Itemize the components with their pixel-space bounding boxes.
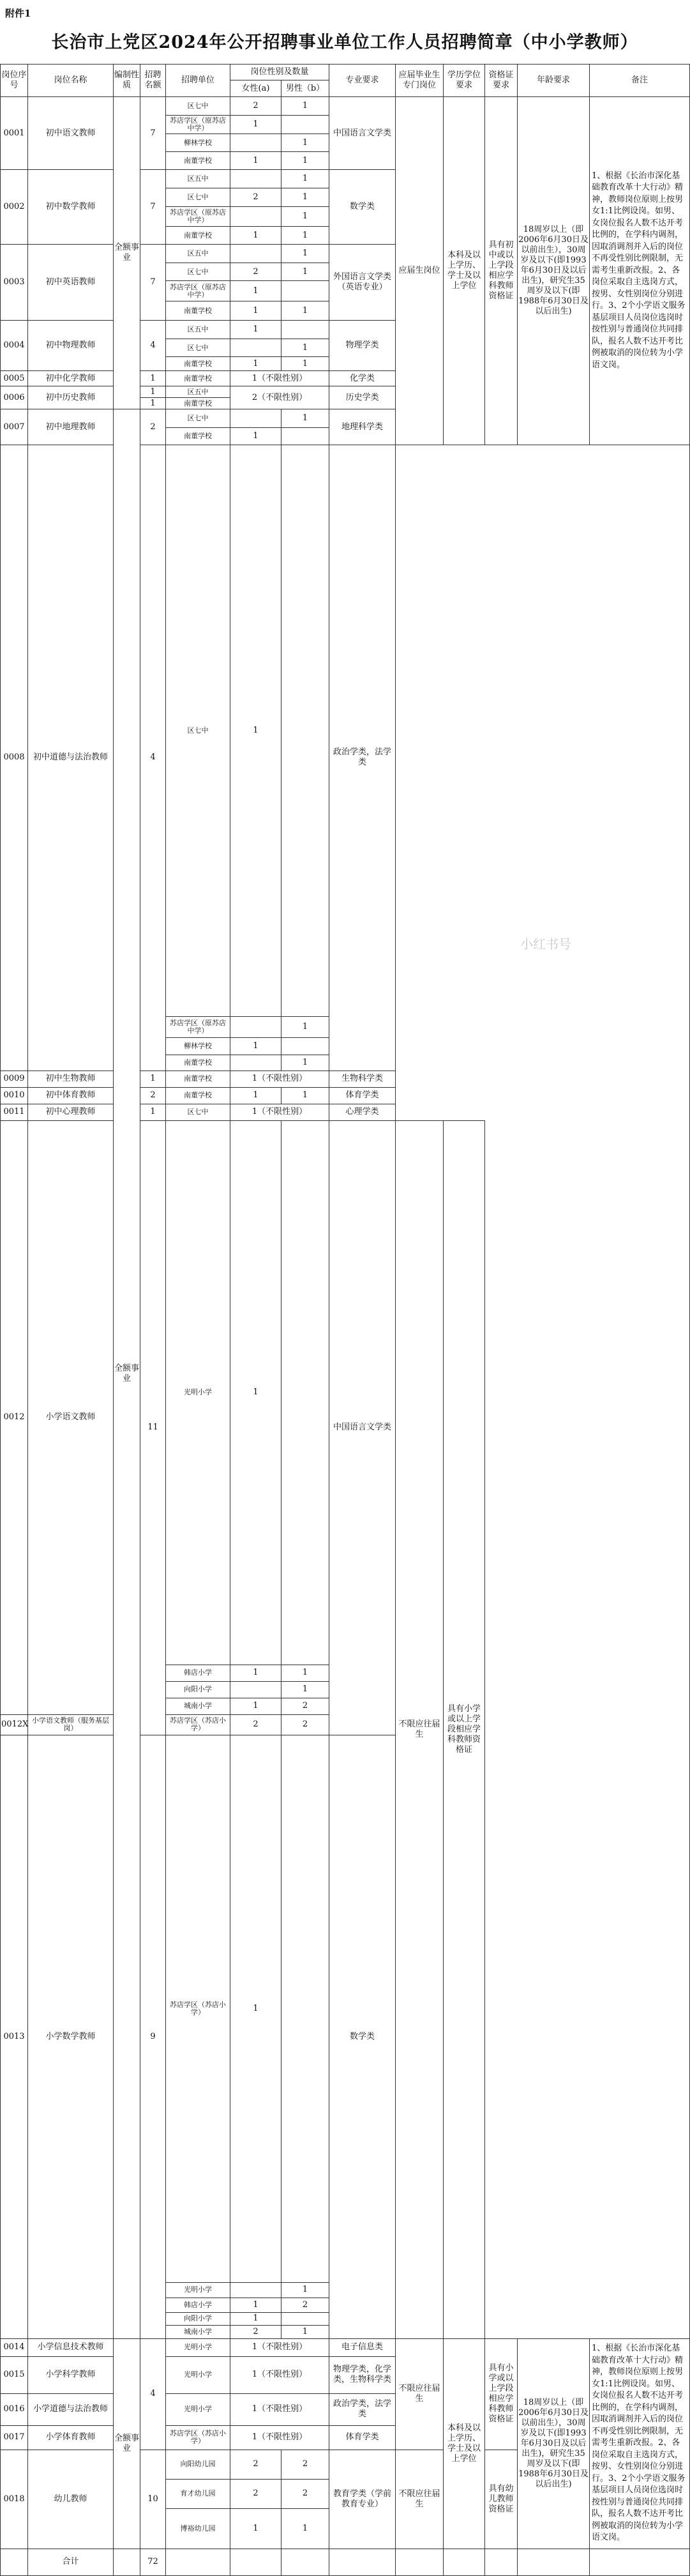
unit-cell: 区七中 xyxy=(166,445,230,1017)
post-no: 0010 xyxy=(1,1087,28,1104)
any-gender-count: 1（不限性别） xyxy=(230,2425,329,2450)
major-cell: 心理学类 xyxy=(329,1104,396,1120)
female-count: 1 xyxy=(230,152,281,170)
unit-cell: 博裕幼儿园 xyxy=(166,2508,230,2549)
post-no: 0014 xyxy=(1,2338,28,2356)
unit-cell: 向阳小学 xyxy=(166,1681,230,1698)
post-name: 初中地理教师 xyxy=(28,409,114,445)
female-count: 1 xyxy=(230,2508,281,2549)
male-count: 1 xyxy=(281,263,329,281)
female-count: 2 xyxy=(230,2450,281,2479)
post-no: 0018 xyxy=(1,2450,28,2549)
total-blank xyxy=(1,2549,28,2575)
header-edu: 学历学位要求 xyxy=(444,65,485,97)
bianzhi-cell: 全额事业 xyxy=(114,409,140,2339)
male-count: 1 xyxy=(281,152,329,170)
post-name: 小学道德与法治教师 xyxy=(28,2393,114,2425)
major-cell: 物理学类，化学类，生物科学类 xyxy=(329,2356,396,2393)
male-count: 1 xyxy=(281,97,329,116)
unit-cell: 南董学校 xyxy=(166,1055,230,1071)
female-count: 2 xyxy=(230,188,281,207)
unit-cell: 南董学校 xyxy=(166,301,230,321)
female-count: 1 xyxy=(230,321,281,339)
post-quota: 1 xyxy=(140,1071,166,1087)
unit-cell: 城南小学 xyxy=(166,2325,230,2338)
unit-cell: 南董学校 xyxy=(166,227,230,245)
header-major: 专业要求 xyxy=(329,65,396,97)
total-label: 合计 xyxy=(28,2549,114,2575)
male-count: 1 xyxy=(281,301,329,321)
header-bianzhi: 编制性质 xyxy=(114,65,140,97)
note-cell: 1、根据《长治市深化基础教育改革十大行动》精神，教师岗位原则上按男女1:1比例设岗。如男、女岗位报名人数不达开考比例的，在学科内调剂，因取消调剂并入后的岗位不再受性别比例限制，无需考生重新改报。2、各岗位采取自主选岗方式，按男、女性别岗位分别进行。3、2个小学语文服务基层项目人员岗位选岗时按性别与普通岗位共同排队，报名人数不达开考比例被取消的岗位转为小学语文岗。 xyxy=(590,2338,690,2549)
total-blank xyxy=(518,2549,590,2575)
total-blank xyxy=(590,2549,690,2575)
post-name: 小学体育教师 xyxy=(28,2425,114,2450)
male-count: 1 xyxy=(281,227,329,245)
major-cell: 政治学类，法学类 xyxy=(329,2393,396,2425)
female-count: 1 xyxy=(230,357,281,371)
male-count: 2 xyxy=(281,1714,329,1735)
unit-cell: 柳林学校 xyxy=(166,1037,230,1055)
female-count: 1 xyxy=(230,2312,281,2325)
post-quota: 2 xyxy=(140,1087,166,1104)
post-name: 初中物理教师 xyxy=(28,321,114,371)
female-count xyxy=(230,134,281,152)
female-count xyxy=(230,409,281,428)
post-quota: 11 xyxy=(140,1120,166,1735)
unit-cell: 南董学校 xyxy=(166,428,230,445)
attachment-label: 附件1 xyxy=(5,8,31,19)
total-blank xyxy=(230,2549,281,2575)
unit-cell: 柳林学校 xyxy=(166,134,230,152)
post-name: 小学科学教师 xyxy=(28,2356,114,2393)
female-count: 1 xyxy=(230,301,281,321)
grad-cell: 不限应往届生 xyxy=(396,1120,444,2338)
male-count: 2 xyxy=(281,2298,329,2312)
post-quota: 10 xyxy=(140,2450,166,2549)
total-blank xyxy=(281,2549,329,2575)
cert-cell: 具有小学或以上学段相应学科教师资格证 xyxy=(444,1120,485,2338)
unit-cell: 南董学校 xyxy=(166,371,230,386)
male-count: 2 xyxy=(281,2479,329,2508)
unit-cell: 光明小学 xyxy=(166,2356,230,2393)
female-count: 2 xyxy=(230,263,281,281)
post-name: 初中化学教师 xyxy=(28,371,114,386)
female-count: 2 xyxy=(230,2325,281,2338)
unit-cell: 光明小学 xyxy=(166,2282,230,2298)
header-gender: 岗位性别及数量 xyxy=(230,65,329,80)
major-cell: 物理学类 xyxy=(329,321,396,371)
female-count: 1 xyxy=(230,1665,281,1681)
female-count xyxy=(230,1016,281,1037)
male-count xyxy=(281,1120,329,1665)
unit-cell: 苏店学区（苏店小学） xyxy=(166,1735,230,2282)
male-count: 1 xyxy=(281,207,329,227)
cert-cell: 具有幼儿教师资格证 xyxy=(485,2450,518,2549)
post-no: 0003 xyxy=(1,245,28,321)
unit-cell: 苏店学区（原苏店中学） xyxy=(166,207,230,227)
cert-cell: 具有小学或以上学段相应学科教师资格证 xyxy=(485,2338,518,2450)
page-title: 长治市上党区2024年公开招聘事业单位工作人员招聘简章（中小学教师） xyxy=(51,33,638,52)
major-cell: 中国语言文学类 xyxy=(329,1120,396,1735)
major-cell: 外国语言文学类（英语专业） xyxy=(329,245,396,321)
post-quota: 2 xyxy=(140,409,166,445)
female-count xyxy=(230,245,281,263)
unit-cell: 区七中 xyxy=(166,97,230,116)
post-name: 初中体育教师 xyxy=(28,1087,114,1104)
female-count: 1 xyxy=(230,1698,281,1714)
unit-cell: 光明小学 xyxy=(166,2393,230,2425)
male-count: 1 xyxy=(281,409,329,428)
male-count: 1 xyxy=(281,1681,329,1698)
post-no: 0001 xyxy=(1,97,28,170)
header-quota: 招聘名额 xyxy=(140,65,166,97)
female-count: 1 xyxy=(230,281,281,301)
post-no: 0005 xyxy=(1,371,28,386)
unit-cell: 南董学校 xyxy=(166,152,230,170)
post-no: 0015 xyxy=(1,2356,28,2393)
any-gender-count: 1（不限性别） xyxy=(230,2393,329,2425)
header-grad: 应届毕业生专门岗位 xyxy=(396,65,444,97)
major-cell: 中国语言文学类 xyxy=(329,97,396,170)
age-cell: 18周岁以上（即2006年6月30日及以前出生），30周岁及以下(即1993年6月30日及以后出生)，研究生35周岁及以下(即1988年6月30日及以后出生) xyxy=(518,97,590,445)
major-cell: 数学类 xyxy=(329,170,396,245)
post-name: 初中英语教师 xyxy=(28,245,114,321)
post-name: 幼儿教师 xyxy=(28,2450,114,2549)
edu-cell: 本科及以上学历、学士及以上学位 xyxy=(444,2338,485,2549)
watermark: 小红书号 xyxy=(520,936,571,952)
unit-cell: 南董学校 xyxy=(166,357,230,371)
major-cell: 生物科学类 xyxy=(329,1071,396,1087)
post-quota: 1 xyxy=(140,398,166,409)
unit-cell: 南董学校 xyxy=(166,1071,230,1087)
post-no: 0016 xyxy=(1,2393,28,2425)
female-count xyxy=(230,1681,281,1698)
age-cell: 18周岁以上（即2006年6月30日及以前出生），30周岁及以下(即1993年6月30日及以后出生)，研究生35周岁及以下(即1988年6月30日及以后出生) xyxy=(518,2338,590,2549)
female-count: 1 xyxy=(230,428,281,445)
post-quota: 7 xyxy=(140,97,166,170)
unit-cell: 区五中 xyxy=(166,321,230,339)
female-count: 1 xyxy=(230,227,281,245)
bianzhi-cell: 全额事业 xyxy=(114,2338,140,2549)
cert-cell: 具有初中或以上学段相应学科教师资格证 xyxy=(485,97,518,445)
unit-cell: 光明小学 xyxy=(166,1120,230,1665)
male-count: 1 xyxy=(281,188,329,207)
male-count xyxy=(281,1037,329,1055)
unit-cell: 韩店小学 xyxy=(166,1665,230,1681)
male-count xyxy=(281,445,329,1017)
post-name: 初中道德与法治教师 xyxy=(28,445,114,1071)
grad-cell: 不限应往届生 xyxy=(396,2338,444,2450)
major-cell: 政治学类，法学类 xyxy=(329,445,396,1071)
header-unit: 招聘单位 xyxy=(166,65,230,97)
male-count: 1 xyxy=(281,2325,329,2338)
post-quota: 1 xyxy=(140,371,166,386)
male-count: 1 xyxy=(281,357,329,371)
edu-cell: 本科及以上学历、学士及以上学位 xyxy=(444,97,485,445)
total-blank xyxy=(444,2549,485,2575)
post-quota: 4 xyxy=(140,2338,166,2450)
unit-cell: 韩店小学 xyxy=(166,2298,230,2312)
post-quota: 1 xyxy=(140,1104,166,1120)
unit-cell: 苏店学区（原苏店中学） xyxy=(166,116,230,134)
female-count: 1 xyxy=(230,116,281,134)
post-quota: 9 xyxy=(140,1735,166,2338)
post-name: 初中心理教师 xyxy=(28,1104,114,1120)
unit-cell: 区七中 xyxy=(166,339,230,357)
bianzhi-cell: 全额事业 xyxy=(114,97,140,409)
unit-cell: 区五中 xyxy=(166,386,230,398)
female-count xyxy=(230,339,281,357)
unit-cell: 区七中 xyxy=(166,409,230,428)
total-blank xyxy=(114,2549,140,2575)
any-gender-count: 1（不限性别） xyxy=(230,2338,329,2356)
header-age: 年龄要求 xyxy=(518,65,590,97)
post-quota: 4 xyxy=(140,445,166,1071)
major-cell: 教育学类（学前教育专业） xyxy=(329,2450,396,2549)
male-count: 1 xyxy=(281,1665,329,1681)
male-count xyxy=(281,116,329,134)
male-count xyxy=(281,2312,329,2325)
female-count: 2 xyxy=(230,1714,281,1735)
unit-cell: 苏店学区（苏店小学） xyxy=(166,1714,230,1735)
male-count: 1 xyxy=(281,134,329,152)
unit-cell: 苏店学区（原苏店中学） xyxy=(166,1016,230,1037)
unit-cell: 南董学校 xyxy=(166,398,230,409)
total-blank xyxy=(396,2549,444,2575)
male-count: 1 xyxy=(281,245,329,263)
post-name: 初中历史教师 xyxy=(28,386,114,409)
female-count xyxy=(230,207,281,227)
header-name: 岗位名称 xyxy=(28,65,114,97)
female-count xyxy=(230,1055,281,1071)
header-cert: 资格证要求 xyxy=(485,65,518,97)
grad-cell: 应届生岗位 xyxy=(396,97,444,445)
female-count xyxy=(230,2282,281,2298)
male-count: 1 xyxy=(281,1087,329,1104)
unit-cell: 苏店学区（苏店小学） xyxy=(166,2425,230,2450)
grad-cell: 不限应往届生 xyxy=(396,2450,444,2549)
any-gender-count: 1（不限性别） xyxy=(230,1104,329,1120)
male-count: 1 xyxy=(281,1016,329,1037)
header-note: 备注 xyxy=(590,65,690,97)
female-count: 1 xyxy=(230,2298,281,2312)
post-name: 小学数学教师 xyxy=(28,1735,114,2338)
major-cell: 地理科学类 xyxy=(329,409,396,445)
major-cell: 历史学类 xyxy=(329,386,396,409)
female-count: 1 xyxy=(230,1735,281,2282)
total-blank xyxy=(329,2549,396,2575)
post-no: 0012 xyxy=(1,1120,28,1714)
post-no: 0017 xyxy=(1,2425,28,2450)
male-count: 1 xyxy=(281,2508,329,2549)
male-count: 2 xyxy=(281,1698,329,1714)
post-name: 小学语文教师（服务基层岗） xyxy=(28,1714,114,1735)
male-count: 1 xyxy=(281,339,329,357)
header-female: 女性(a) xyxy=(230,80,281,97)
post-name: 小学信息技术教师 xyxy=(28,2338,114,2356)
male-count xyxy=(281,321,329,339)
unit-cell: 向阳幼儿园 xyxy=(166,2450,230,2479)
male-count: 1 xyxy=(281,2282,329,2298)
unit-cell: 城南小学 xyxy=(166,1698,230,1714)
male-count: 2 xyxy=(281,2450,329,2479)
post-quota: 1 xyxy=(140,386,166,398)
unit-cell: 光明小学 xyxy=(166,2338,230,2356)
male-count xyxy=(281,1735,329,2282)
unit-cell: 区五中 xyxy=(166,245,230,263)
any-gender-count: 1（不限性别） xyxy=(230,1071,329,1087)
unit-cell: 苏店学区（原苏店中学） xyxy=(166,281,230,301)
unit-cell: 区五中 xyxy=(166,170,230,188)
post-no: 0013 xyxy=(1,1735,28,2338)
recruitment-table xyxy=(0,64,690,2576)
post-name: 初中生物教师 xyxy=(28,1071,114,1087)
post-no: 0004 xyxy=(1,321,28,371)
post-no: 0011 xyxy=(1,1104,28,1120)
any-gender-count: 1（不限性别） xyxy=(230,371,329,386)
female-count: 1 xyxy=(230,1120,281,1665)
female-count: 1 xyxy=(230,1037,281,1055)
post-no: 0012X xyxy=(1,1714,28,1735)
male-count: 1 xyxy=(281,170,329,188)
post-no: 0006 xyxy=(1,386,28,409)
unit-cell: 育才幼儿园 xyxy=(166,2479,230,2508)
unit-cell: 区七中 xyxy=(166,188,230,207)
female-count: 1 xyxy=(230,445,281,1017)
major-cell: 体育学类 xyxy=(329,1087,396,1104)
post-no: 0008 xyxy=(1,445,28,1071)
female-count: 2 xyxy=(230,2479,281,2508)
post-name: 初中语文教师 xyxy=(28,97,114,170)
post-quota: 7 xyxy=(140,245,166,321)
any-gender-count: 2（不限性别） xyxy=(230,386,329,409)
unit-cell: 向阳小学 xyxy=(166,2312,230,2325)
major-cell: 电子信息类 xyxy=(329,2338,396,2356)
unit-cell: 区七中 xyxy=(166,1104,230,1120)
note-cell: 1、根据《长治市深化基础教育改革十大行动》精神，教师岗位原则上按男女1:1比例设岗。如男、女岗位报名人数不达开考比例的，在学科内调剂，因取消调剂并入后的岗位不再受性别比例限制，无需考生重新改报。2、各岗位采取自主选岗方式，按男、女性别岗位分别进行。3、2个小学语文服务基层项目人员岗位选岗时按性别与普通岗位共同排队，报名人数不达开考比例被取消的岗位转为小学语文岗。 xyxy=(590,97,690,445)
male-count: 1 xyxy=(281,1055,329,1071)
post-quota: 7 xyxy=(140,170,166,245)
female-count: 2 xyxy=(230,97,281,116)
unit-cell: 区七中 xyxy=(166,263,230,281)
post-name: 初中数学教师 xyxy=(28,170,114,245)
major-cell: 化学类 xyxy=(329,371,396,386)
total-blank xyxy=(485,2549,518,2575)
any-gender-count: 1（不限性别） xyxy=(230,2356,329,2393)
male-count xyxy=(281,281,329,301)
unit-cell: 南董学校 xyxy=(166,1087,230,1104)
post-no: 0007 xyxy=(1,409,28,445)
total-value: 72 xyxy=(140,2549,166,2575)
total-blank xyxy=(166,2549,230,2575)
female-count xyxy=(230,170,281,188)
post-no: 0002 xyxy=(1,170,28,245)
major-cell: 数学类 xyxy=(329,1735,396,2338)
male-count xyxy=(281,428,329,445)
post-quota: 4 xyxy=(140,321,166,371)
major-cell: 体育学类 xyxy=(329,2425,396,2450)
header-male: 男性（b） xyxy=(281,80,329,97)
header-no: 岗位序号 xyxy=(1,65,28,97)
post-no: 0009 xyxy=(1,1071,28,1087)
post-name: 小学语文教师 xyxy=(28,1120,114,1714)
female-count: 1 xyxy=(230,1087,281,1104)
